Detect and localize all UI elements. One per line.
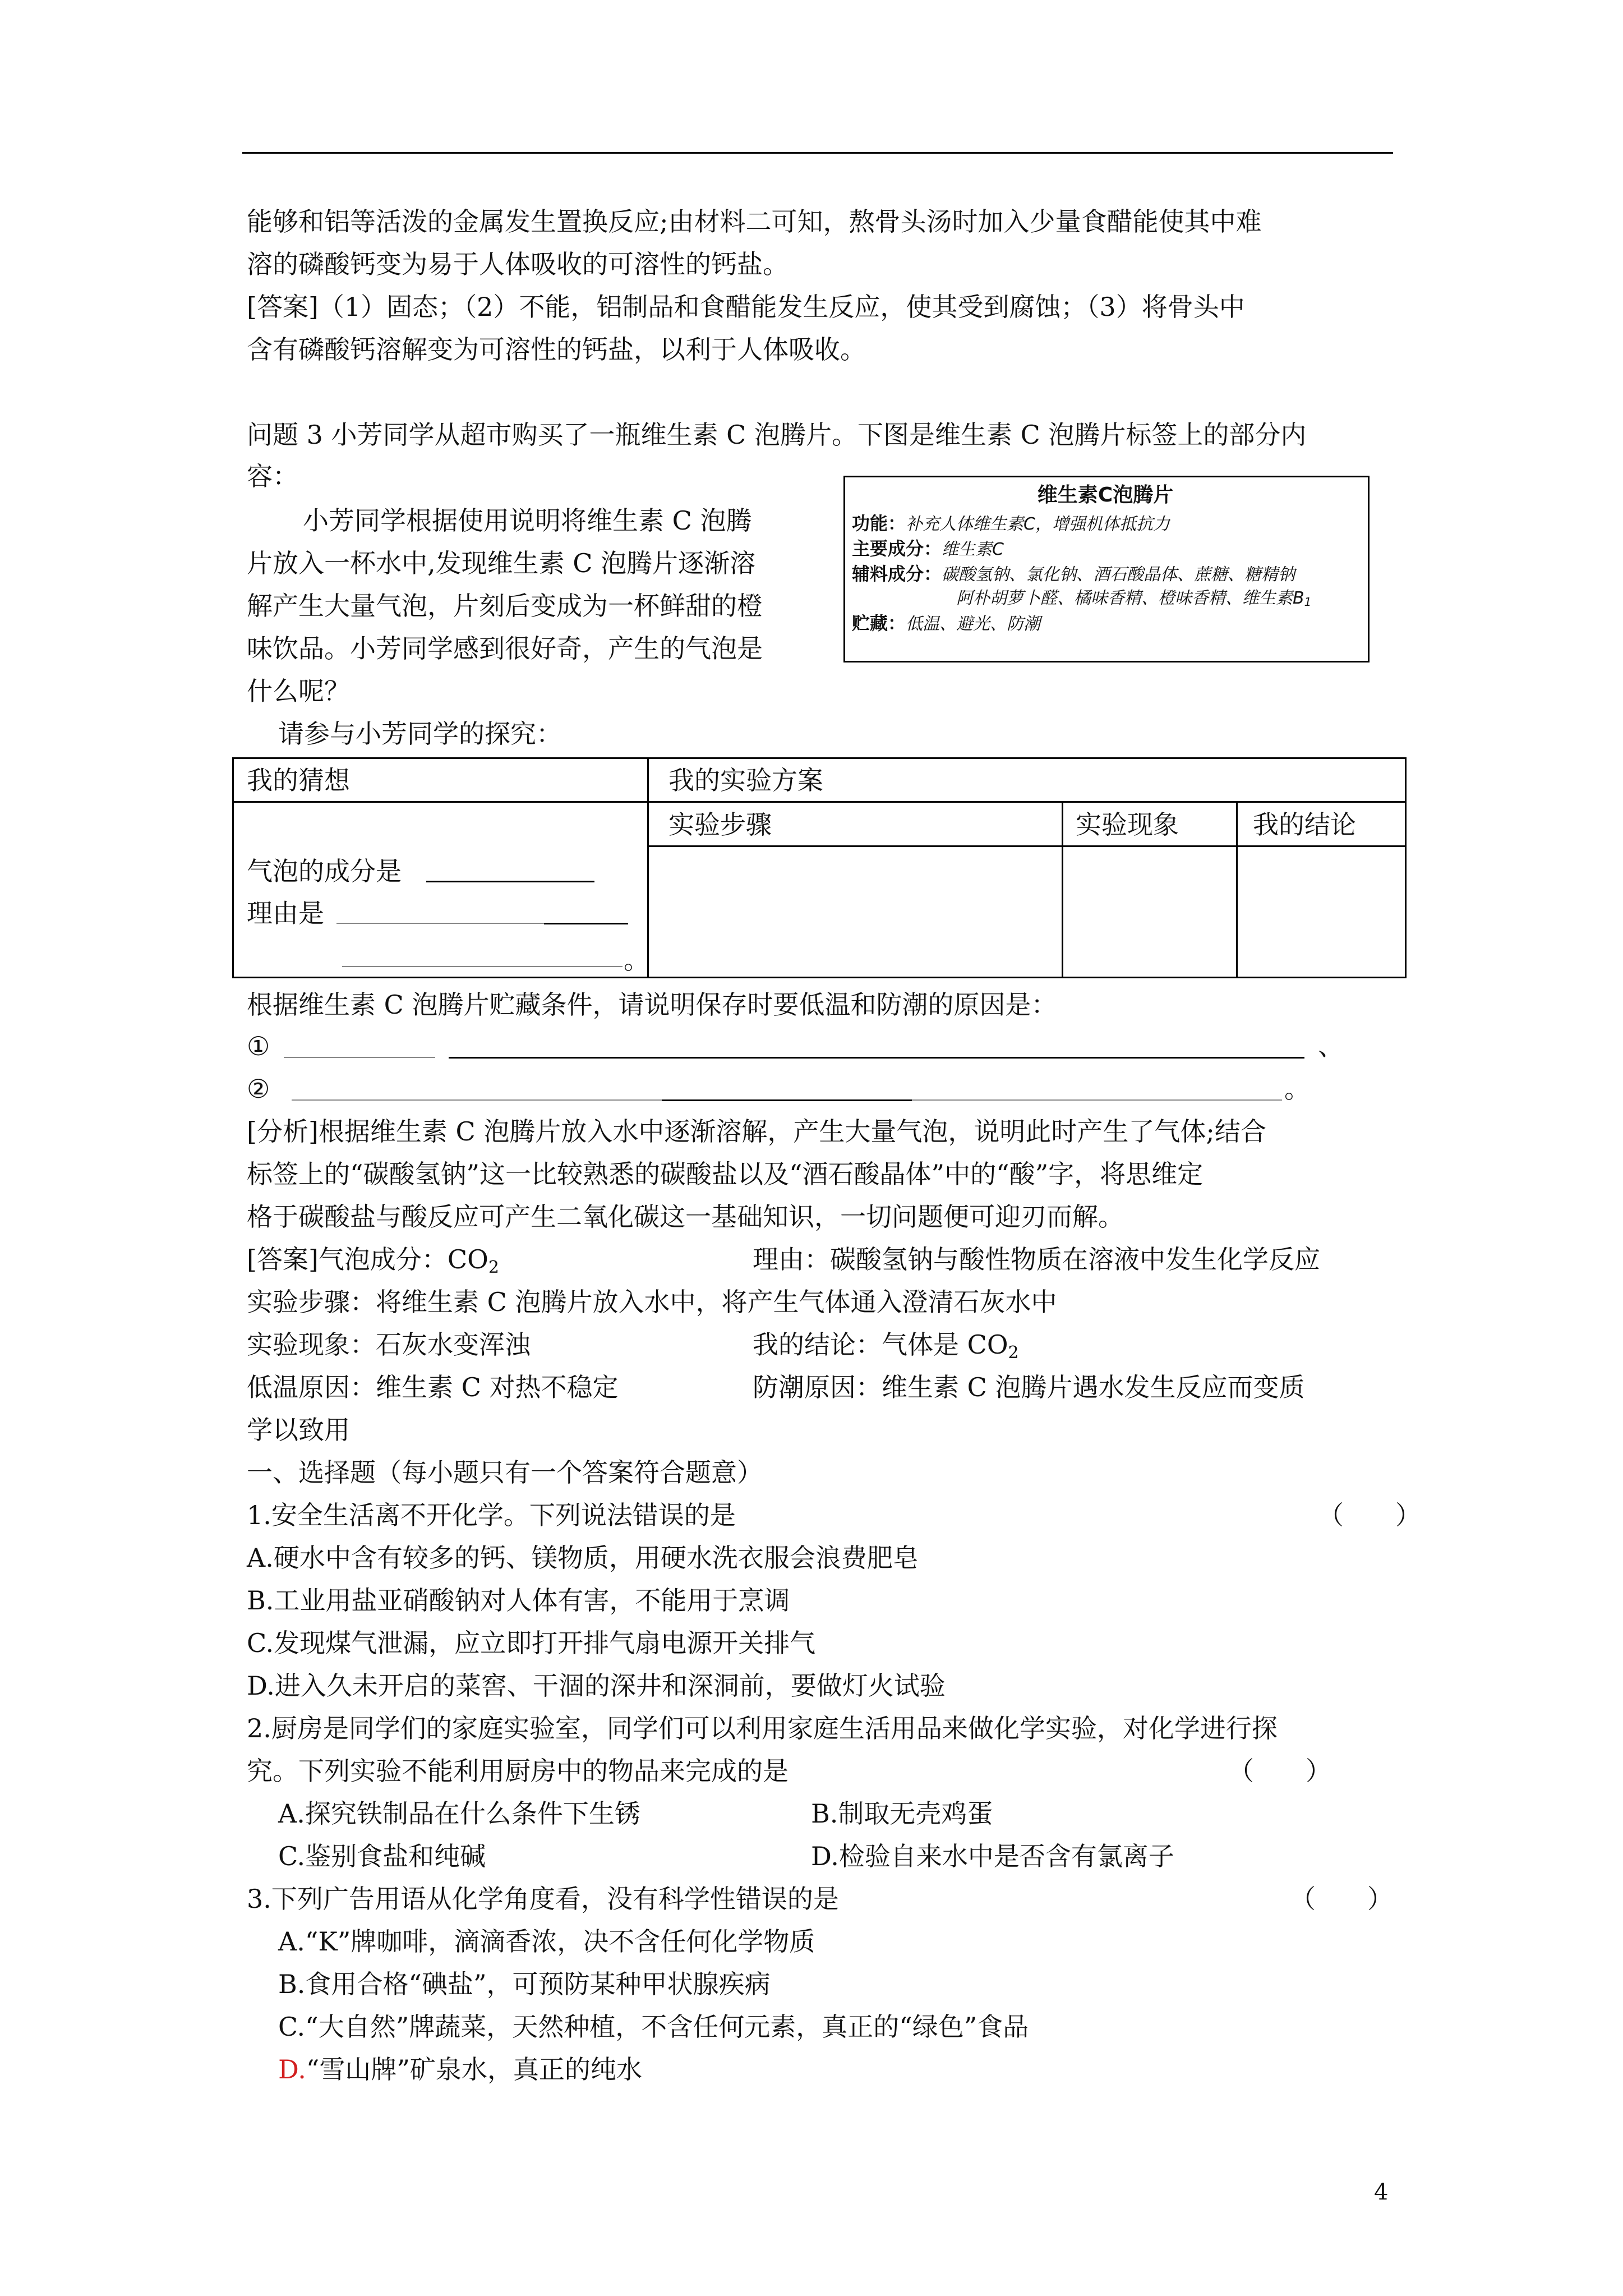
question-2: 究。下列实验不能利用厨房中的物品来完成的是: [247, 1756, 789, 1786]
option-a: A.探究铁制品在什么条件下生锈: [278, 1798, 640, 1829]
reason-blank-end: [544, 923, 628, 924]
reason-blank-2[interactable]: [342, 966, 623, 967]
label-aux-row: [852, 565, 1359, 583]
label-storage-row: [852, 614, 1359, 633]
answer-gas: [247, 1246, 499, 1276]
answer-conclusion-text: 我的结论：气体是 CO: [753, 1329, 1008, 1360]
table-divider: [647, 845, 1407, 847]
label-value: 维生素C: [942, 540, 1004, 559]
label-key: 贮藏：: [852, 613, 906, 634]
label-key: 主要成分：: [852, 538, 942, 559]
label-key: 功能：: [852, 513, 906, 534]
vitamin-c-label: [843, 476, 1370, 662]
analysis-line: [分析]根据维生素 C 泡腾片放入水中逐渐溶解，产生大量气泡，说明此时产生了气体;结合: [247, 1116, 1266, 1147]
storage-question: 根据维生素 C 泡腾片贮藏条件，请说明保存时要低温和防潮的原因是：: [247, 990, 1057, 1020]
table-divider: [232, 801, 1407, 803]
subscript: 2: [1008, 1343, 1019, 1363]
page-number: 4: [1374, 2179, 1389, 2205]
gas-blank[interactable]: [426, 881, 594, 882]
question-1: 1.安全生活离不开化学。下列说法错误的是: [247, 1500, 736, 1530]
blank-end: 、: [1318, 1031, 1344, 1061]
label-key: 辅料成分：: [852, 563, 942, 585]
answer-low-temp: 低温原因：维生素 C 对热不稳定: [247, 1372, 619, 1402]
option-d: D.进入久未开启的菜窖、干涸的深井和深洞前，要做灯火试验: [247, 1671, 946, 1701]
storage-blank-1a[interactable]: [284, 1057, 435, 1058]
label-title: 维生素C泡腾片: [1037, 484, 1174, 507]
label-function-row: [852, 514, 1359, 533]
option-a: A.硬水中含有较多的钙、镁物质，用硬水洗衣服会浪费肥皂: [247, 1543, 919, 1573]
description-line: 片放入一杯水中,发现维生素 C 泡腾片逐渐溶: [247, 548, 756, 578]
label-subscript: 1: [1304, 595, 1312, 609]
reason-end: 。: [624, 945, 649, 975]
reason-blank[interactable]: [336, 923, 544, 924]
option-d: [278, 2054, 642, 2085]
table-header-phenomenon: 实验现象: [1076, 809, 1179, 840]
label-value: 低温、避光、防潮: [906, 614, 1041, 634]
analysis-line: 标签上的“碳酸氢钠”这一比较熟悉的碳酸盐以及“酒石酸晶体”中的“酸”字，将思维定: [247, 1159, 1204, 1189]
table-header-plan: 我的实验方案: [668, 765, 823, 795]
option-c: C.“大自然”牌蔬菜，天然种植，不含任何元素，真正的“绿色”食品: [278, 2012, 1029, 2042]
description-line: 解产生大量气泡，片刻后变成为一杯鲜甜的橙: [247, 591, 763, 621]
option-b: B.食用合格“碘盐”，可预防某种甲状腺疾病: [278, 1969, 771, 1999]
question-2: 2.厨房是同学们的家庭实验室，同学们可以利用家庭生活用品来做化学实验，对化学进行探: [247, 1713, 1278, 1743]
subscript: 2: [488, 1258, 499, 1277]
storage-blank-2a[interactable]: [292, 1099, 662, 1101]
question-3: 3.下列广告用语从化学角度看，没有科学性错误的是: [247, 1884, 839, 1914]
table-divider: [1062, 801, 1063, 978]
answer-phenomenon: 实验现象：石灰水变浑浊: [247, 1329, 531, 1360]
option-c: C.发现煤气泄漏，应立即打开排气扇电源开关排气: [247, 1628, 816, 1658]
description-line: 小芳同学根据使用说明将维生素 C 泡腾: [303, 505, 752, 536]
reason-label: 理由是: [247, 898, 324, 928]
circle-number: ②: [247, 1074, 270, 1104]
answer-paren[interactable]: （ ）: [1318, 1500, 1421, 1530]
storage-blank-2b[interactable]: [912, 1099, 1282, 1101]
option-d-letter: D.: [278, 2054, 306, 2085]
answer-damp: 防潮原因：维生素 C 泡腾片遇水发生反应而变质: [753, 1372, 1305, 1402]
paragraph-line: 能够和铝等活泼的金属发生置换反应;由材料二可知，熬骨头汤时加入少量食醋能使其中难: [247, 206, 1262, 237]
question-intro: 问题 3 小芳同学从超市购买了一瓶维生素 C 泡腾片。下图是维生素 C 泡腾片标签上的部分内: [247, 420, 1307, 450]
label-aux-row-2: [852, 590, 1359, 608]
label-value: 碳酸氢钠、氯化钠、酒石酸晶体、蔗糖、糖精钠: [942, 565, 1295, 585]
option-a: A.“K”牌咖啡，滴滴香浓，决不含任何化学物质: [278, 1926, 815, 1957]
circle-number: ①: [247, 1031, 270, 1061]
question-intro: 容：: [247, 461, 298, 491]
analysis-line: 格于碳酸盐与酸反应可产生二氧化碳这一基础知识，一切问题便可迎刃而解。: [247, 1202, 1124, 1232]
section-heading: 一、选择题（每小题只有一个答案符合题意）: [247, 1457, 763, 1488]
table-header-guess: 我的猜想: [247, 765, 350, 795]
table-divider: [1236, 801, 1238, 978]
table-header-step: 实验步骤: [668, 809, 772, 840]
option-d-text: “雪山牌”矿泉水，真正的纯水: [306, 2054, 642, 2085]
answer-gas-text: [答案]气泡成分：CO: [247, 1244, 488, 1274]
answer-line: [答案]（1）固态；（2）不能，铝制品和食醋能发生反应，使其受到腐蚀；（3）将骨头中: [247, 292, 1245, 322]
table-header-conclusion: 我的结论: [1253, 809, 1356, 840]
blank-end: 。: [1284, 1074, 1310, 1104]
option-c: C.鉴别食盐和纯碱: [278, 1841, 486, 1871]
answer-step: 实验步骤：将维生素 C 泡腾片放入水中，将产生气体通入澄清石灰水中: [247, 1287, 1057, 1317]
paragraph-line: 溶的磷酸钙变为易于人体吸收的可溶性的钙盐。: [247, 249, 789, 279]
answer-paren[interactable]: （ ）: [1290, 1884, 1393, 1914]
description-line: 味饮品。小芳同学感到很好奇，产生的气泡是: [247, 633, 763, 664]
invite-line: 请参与小芳同学的探究：: [278, 719, 562, 749]
option-d: D.检验自来水中是否含有氯离子: [811, 1841, 1174, 1871]
header-rule: [242, 152, 1393, 154]
storage-blank-2[interactable]: [662, 1099, 912, 1101]
answer-conclusion: [753, 1329, 1019, 1363]
answer-paren[interactable]: （ ）: [1228, 1756, 1331, 1786]
storage-blank-1[interactable]: [449, 1057, 1304, 1059]
label-main-row: [852, 540, 1359, 558]
option-b: B.制取无壳鸡蛋: [811, 1798, 993, 1829]
answer-line: 含有磷酸钙溶解变为可溶性的钙盐，以利于人体吸收。: [247, 334, 866, 365]
label-value: 阿朴胡萝卜醛、橘味香精、橙味香精、维生素B: [956, 588, 1304, 608]
option-b: B.工业用盐亚硝酸钠对人体有害，不能用于烹调: [247, 1585, 790, 1616]
gas-label: 气泡的成分是: [247, 856, 402, 886]
description-line: 什么呢？: [247, 676, 350, 706]
label-value: 补充人体维生素C，增强机体抵抗力: [906, 514, 1170, 534]
answer-reason: 理由：碳酸氢钠与酸性物质在溶液中发生化学反应: [753, 1244, 1320, 1274]
section-heading: 学以致用: [247, 1415, 350, 1445]
